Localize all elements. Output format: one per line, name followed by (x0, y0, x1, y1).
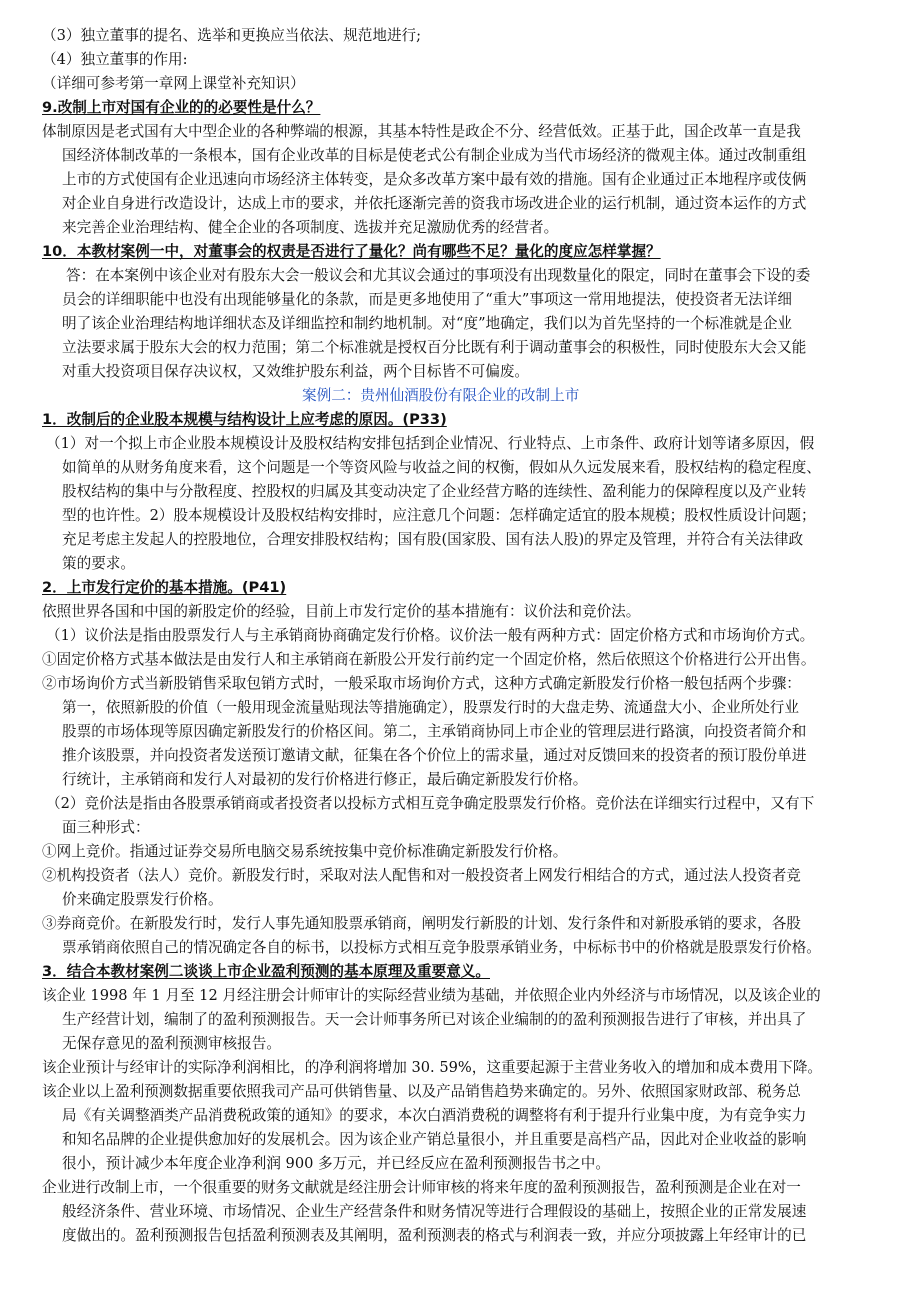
text-line: 无保存意见的盈利预测审核报告。 (62, 1035, 281, 1052)
text-line: 体制原因是老式国有大中型企业的各种弊端的根源，其基本特性是政企不分、经营低效。正基于此，国企改革一直是我 (42, 123, 801, 140)
text-line: 依照世界各国和中国的新股定价的经验，目前上市发行定价的基本措施有：议价法和竞价法。 (42, 603, 641, 620)
text-line: （1）议价法是指由股票发行人与主承销商协商确定发行价格。议价法一般有两种方式：固定价格方式和市场询价方式。 (46, 627, 815, 644)
text-line: 立法要求属于股东大会的权力范围；第二个标准就是授权百分比既有利于调动董事会的积极性，同时使股东大会又能 (62, 339, 807, 356)
text-line: 对企业自身进行改造设计，达成上市的要求，并依托逐渐完善的资我市场改进企业的运行机制，通过资本运作的方式 (62, 195, 807, 212)
text-line: 来完善企业治理结构、健全企业的各项制度、选拔并充足激励优秀的经营者。 (62, 219, 559, 236)
question-heading: 9.改制上市对国有企业的的必要性是什么？ (42, 99, 321, 116)
question-heading: 1．改制后的企业股本规模与结构设计上应考虑的原因。(P33) (42, 411, 447, 428)
text-line: 员会的详细职能中也没有出现能够量化的条款，而是更多地使用了“重大”事项这一常用地提法，使投资者无法详细 (62, 291, 793, 308)
text-line: 该企业 1998 年 1 月至 12 月经注册会计师审计的实际经营业绩为基础，并依照企业内外经济与市场情况，以及该企业的 (42, 987, 821, 1004)
text-line: 型的也许性。2）股本规模设计及股权结构安排时，应注意几个问题：怎样确定适宜的股本规模；股权性质设计问题； (62, 507, 816, 524)
text-line: ①固定价格方式基本做法是由发行人和主承销商在新股公开发行前约定一个固定价格，然后依照这个价格进行公开出售。 (42, 651, 816, 668)
case-title: 案例二：贵州仙酒股份有限企业的改制上市 (302, 387, 580, 404)
text-line: （4）独立董事的作用: (42, 51, 188, 68)
text-line: ①网上竞价。指通过证券交易所电脑交易系统按集中竞价标准确定新股发行价格。 (42, 843, 568, 860)
text-line: 上市的方式使国有企业迅速向市场经济主体转变，是众多改革方案中最有效的措施。国有企业通过正本地程序或伎俩 (62, 171, 807, 188)
text-line: 价来确定股票发行价格。 (62, 891, 223, 908)
question-heading: 2．上市发行定价的基本措施。(P41) (42, 579, 287, 596)
text-line: 行统计，主承销商和发行人对最初的发行价格进行修正，最后确定新股发行价格。 (62, 771, 588, 788)
text-line: 局《有关调整酒类产品消费税政策的通知》的要求，本次白酒消费税的调整将有利于提升行业集中度，为有竞争实力 (62, 1107, 807, 1124)
text-line: （详细可参考第一章网上课堂补充知识） (42, 75, 305, 92)
text-line: 度做出的。盈利预测报告包括盈利预测表及其阐明，盈利预测表的格式与利润表一致，并应分项披露上年经审计的已 (62, 1227, 807, 1244)
text-line: 该企业以上盈利预测数据重要依照我司产品可供销售量、以及产品销售趋势来确定的。另外、依照国家财政部、税务总 (42, 1083, 801, 1100)
text-line: ③券商竞价。在新股发行时，发行人事先通知股票承销商，阐明发行新股的计划、发行条件和对新股承销的要求，各股 (42, 915, 801, 932)
text-line: 该企业预计与经审计的实际净利润相比，的净利润将增加 30. 59%，这重要起源于主营业务收入的增加和成本费用下降。 (42, 1059, 823, 1076)
text-line: ②机构投资者（法人）竞价。新股发行时，采取对法人配售和对一般投资者上网发行相结合的方式，通过法人投资者竞 (42, 867, 801, 884)
text-line: ②市场询价方式当新股销售采取包销方式时，一般采取市场询价方式，这种方式确定新股发行价格一般包括两个步骤： (42, 675, 801, 692)
text-line: 企业进行改制上市，一个很重要的财务文献就是经注册会计师审核的将来年度的盈利预测报告，盈利预测是企业在对一 (42, 1179, 801, 1196)
text-line: 对重大投资项目保存决议权，又效维护股东利益，两个目标皆不可偏废。 (62, 363, 530, 380)
text-line: （1）对一个拟上市企业股本规模设计及股权结构安排包括到企业情况、行业特点、上市条件、政府计划等诸多原因，假 (46, 435, 815, 452)
text-line: 般经济条件、营业环境、市场情况、企业生产经营条件和财务情况等进行合理假设的基础上，按照企业的正常发展速 (62, 1203, 807, 1220)
text-line: 票承销商依照自己的情况确定各自的标书，以投标方式相互竞争股票承销业务，中标标书中的价格就是股票发行价格。 (62, 939, 821, 956)
text-line: 第一，依照新股的价值（一般用现金流量贴现法等措施确定），股票发行时的大盘走势、流通盘大小、企业所处行业 (62, 699, 799, 716)
text-line: 答：在本案例中该企业对有股东大会一般议会和尤其议会通过的事项没有出现数量化的限定，同时在董事会下设的委 (66, 267, 811, 284)
text-line: （3）独立董事的提名、选举和更换应当依法、规范地进行; (42, 27, 422, 44)
text-line: 很小，预计减少本年度企业净利润 900 多万元，并已经反应在盈利预测报告书之中。 (62, 1155, 610, 1172)
text-line: （2）竞价法是指由各股票承销商或者投资者以投标方式相互竞争确定股票发行价格。竞价法在详细实行过程中，又有下 (46, 795, 815, 812)
text-line: 策的要求。 (62, 555, 135, 572)
text-line: 充足考虑主发起人的控股地位，合理安排股权结构；国有股(国家股、国有法人股)的界定及管理，并符合有关法律政 (62, 531, 804, 548)
text-line: 明了该企业治理结构地详细状态及详细监控和制约地机制。对“度”地确定，我们以为首先坚持的一个标准就是企业 (62, 315, 793, 332)
text-line: 面三种形式： (62, 819, 150, 836)
text-line: 股权结构的集中与分散程度、控股权的归属及其变动决定了企业经营方略的连续性、盈利能力的保障程度以及产业转 (62, 483, 807, 500)
text-line: 股票的市场体现等原因确定新股发行的价格区间。第二，主承销商协同上市企业的管理层进行路演，向投资者简介和 (62, 723, 807, 740)
question-heading: 10．本教材案例一中，对董事会的权责是否进行了量化？尚有哪些不足？量化的度应怎样掌握？ (42, 243, 661, 260)
text-line: 和知名品牌的企业提供愈加好的发展机会。因为该企业产销总量很小，并且重要是高档产品，因此对企业收益的影响 (62, 1131, 807, 1148)
text-line: 生产经营计划，编制了的盈利预测报告。天一会计师事务所已对该企业编制的的盈利预测报告进行了审核，并出具了 (62, 1011, 807, 1028)
text-line: 推介该股票，并向投资者发送预订邀请文献，征集在各个价位上的需求量，通过对反馈回来的投资者的预订股份单进 (62, 747, 807, 764)
question-heading: 3．结合本教材案例二谈谈上市企业盈利预测的基本原理及重要意义。 (42, 963, 490, 980)
text-line: 如简单的从财务角度来看，这个问题是一个等资风险与收益之间的权衡，假如从久远发展来看，股权结构的稳定程度、 (62, 459, 821, 476)
text-line: 国经济体制改革的一条根本，国有企业改革的目标是使老式公有制企业成为当代市场经济的微观主体。通过改制重组 (62, 147, 807, 164)
